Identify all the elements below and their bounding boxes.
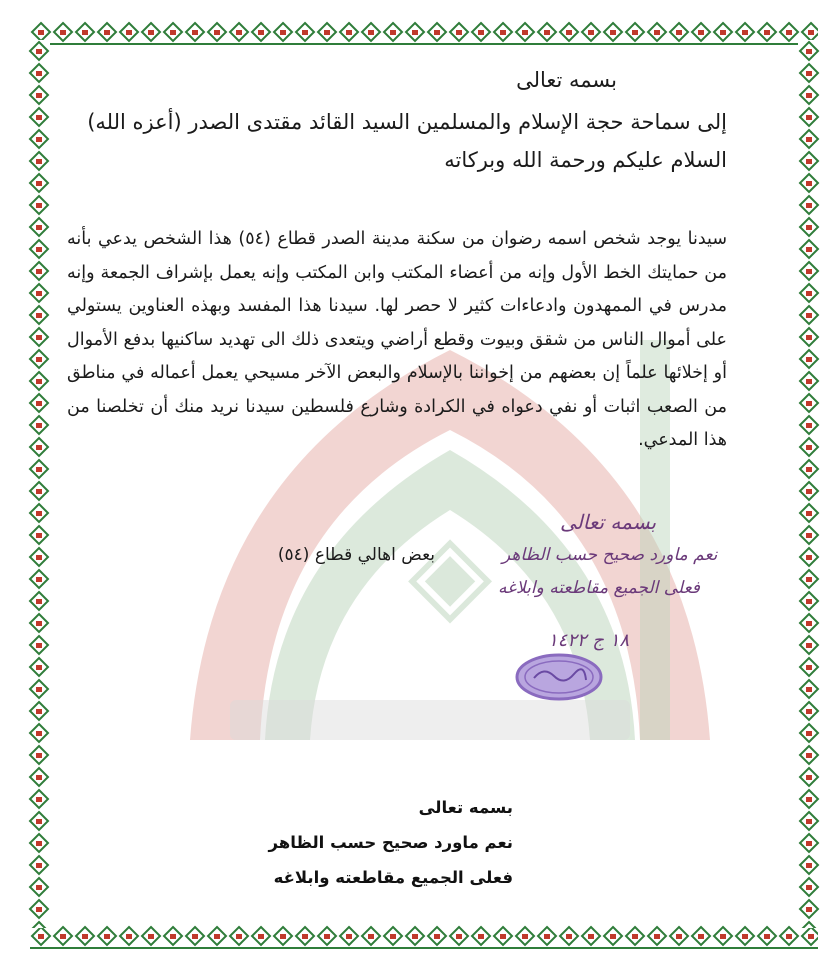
- border-pattern-left: [28, 40, 50, 928]
- bottom-note-line-2: نعم ماورد صحيح حسب الظاهر: [268, 833, 513, 852]
- border-left: [28, 40, 50, 928]
- bottom-note: [269, 790, 514, 895]
- handwritten-line-3: فعلى الجميع مقاطعته وابلاغه: [498, 578, 700, 598]
- letter-body: سيدنا يوجد شخص اسمه رضوان من سكنة مدينة الصدر قطاع (٥٤) هذا الشخص يدعي بأنه من حمايتك الخط الأول وإنه من أعضاء المكتب وابن المكتب وإنه يعمل بإشراف الجمعة وإنه مدرس في الممهدون وادعاءات كثير لا حصر لها. سيدنا هذا المفسد وبهذه العناوين يستولي على أموال الناس من شقق وبيوت وقطع أراضي ويتعدى ذلك الى تهديد ساكنيها بدفع الأموال أو إخلائها علماً إن بعضهم من إخواننا بالإسلام والبعض الآخر مسيحي يعمل أعماله في مناطق من الصعب اثبات أو نفي دعواه في الكرادة وشارع فلسطين سيدنا نريد منك أن تخلصنا من هذا المدعي.: [67, 229, 727, 450]
- handwritten-date: ١٨ ج ١٤٢٢: [548, 630, 630, 651]
- border-bottom: [30, 924, 818, 950]
- border-top: [30, 20, 818, 46]
- handwritten-line-2: نعم ماورد صحيح حسب الظاهر: [502, 545, 718, 565]
- letter-greeting: السلام عليكم ورحمة الله وبركاته: [444, 148, 727, 172]
- border-pattern-bottom: [30, 924, 818, 950]
- border-right: [798, 40, 820, 928]
- bottom-note-line-1: بسمه تعالى: [418, 798, 513, 817]
- letter-basmala: بسمه تعالى: [516, 68, 617, 92]
- watermark-glyph: ◈: [407, 508, 493, 636]
- letter-signoff: بعض اهالي قطاع (٥٤): [277, 545, 435, 565]
- letter-addressee: إلى سماحة حجة الإسلام والمسلمين السيد القائد مقتدى الصدر (أعزه الله): [87, 110, 727, 134]
- border-pattern-top: [30, 20, 818, 46]
- bottom-note-line-3: فعلى الجميع مقاطعته وابلاغه: [273, 868, 513, 887]
- border-pattern-right: [798, 40, 820, 928]
- seal-stamp: [514, 652, 604, 702]
- handwritten-line-1: بسمه تعالى: [560, 510, 657, 534]
